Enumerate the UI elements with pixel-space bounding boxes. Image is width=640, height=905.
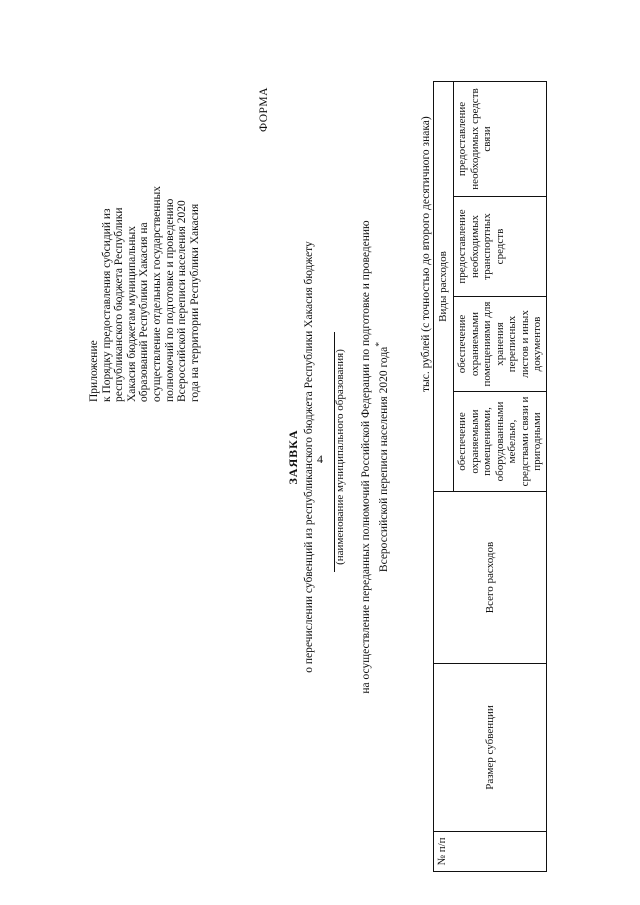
header-cell-expense-type: обеспечение охраняемыми помещениями для хранения переписных листов и иных документов bbox=[454, 297, 547, 392]
appendix-line: года на территории Республики Хакасия bbox=[188, 203, 201, 402]
municipality-caption: (наименование муниципального образования) bbox=[334, 349, 346, 565]
header-cell-total-expenses: Всего расходов bbox=[434, 492, 547, 664]
header-cell-number: № п/п bbox=[434, 832, 547, 872]
appendix-line: Всероссийской переписи населения 2020 bbox=[176, 200, 189, 402]
appendix-line: Хакасия бюджетам муниципальных bbox=[125, 226, 138, 402]
appendix-line: Приложение bbox=[88, 340, 100, 402]
appendix-line: образований Республики Хакасия на bbox=[138, 222, 151, 402]
document-subtitle: о перечислении субвенций из республиканского бюджета Республики Хакасия бюджету bbox=[303, 241, 315, 673]
table-header-row bbox=[434, 82, 454, 872]
page-number: 4 bbox=[317, 452, 323, 466]
purpose-line: Всероссийской переписи населения 2020 года bbox=[377, 346, 390, 573]
appendix-line: полномочий по подготовке и проведению bbox=[163, 198, 176, 402]
appendix-line: республиканского бюджета Республики bbox=[113, 207, 126, 402]
appendix-line: осуществление отдельных государственных bbox=[150, 186, 163, 402]
purpose-text bbox=[360, 92, 391, 822]
form-label: ФОРМА bbox=[258, 87, 270, 132]
header-cell-subsidy-size: Размер субвенции bbox=[434, 664, 547, 832]
header-cell-expense-types: Виды расходов bbox=[434, 82, 454, 492]
unit-note: тыс. рублей (с точностью до второго десятичного знака) bbox=[420, 116, 432, 392]
appendix-note bbox=[88, 72, 201, 402]
purpose-line-2 bbox=[373, 92, 391, 822]
footnote-mark: * bbox=[374, 341, 385, 347]
rotated-document bbox=[88, 32, 548, 882]
header-cell-expense-type: предоставление необходимых средств связи bbox=[454, 82, 547, 197]
header-cell-expense-type: предоставление необходимых транспортных средств bbox=[454, 197, 547, 297]
purpose-line: на осуществление переданных полномочий Российской Федерации по подготовке и проведению bbox=[360, 220, 372, 694]
header-cell-expense-type: обеспечение охраняемыми помещениями, оборудованными мебелью, средствами связи и пригодными bbox=[454, 392, 547, 492]
subsidy-table bbox=[433, 81, 547, 872]
appendix-line: к Порядку предоставления субсидий из bbox=[100, 208, 113, 402]
document-title: ЗАЯВКА bbox=[286, 429, 300, 485]
